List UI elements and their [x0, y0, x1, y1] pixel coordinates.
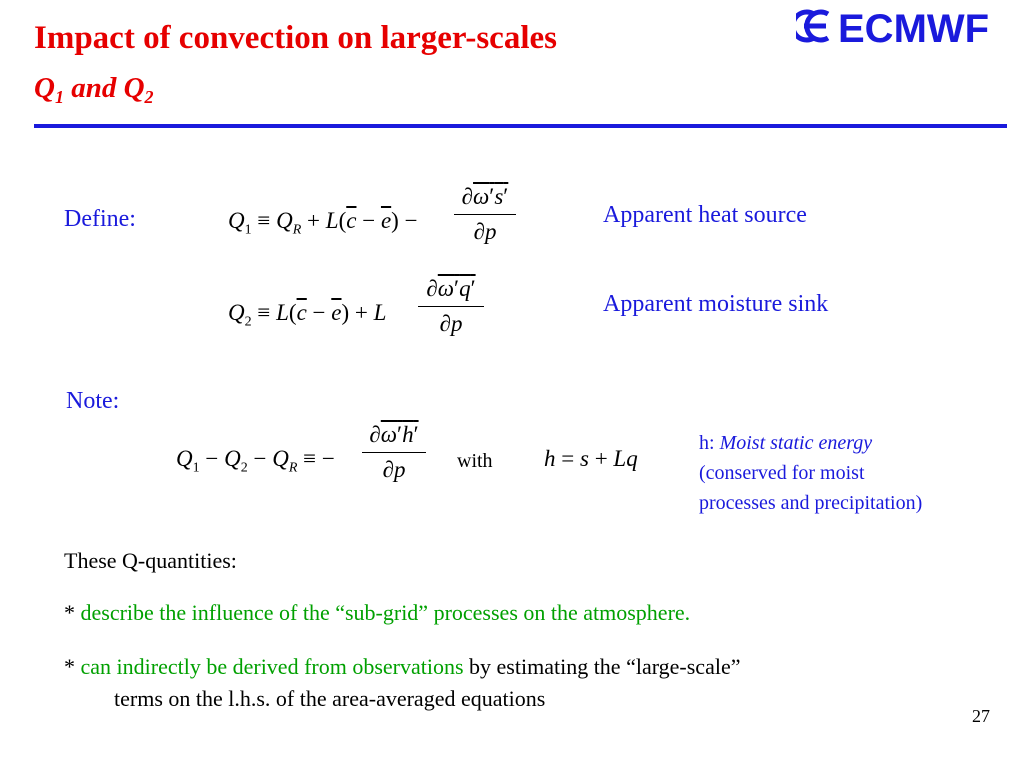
- note-label: Note:: [66, 388, 120, 414]
- with-text: with: [457, 450, 493, 472]
- define-label: Define:: [64, 206, 136, 232]
- bullet-2: * can indirectly be derived from observations by estimating the “large-scale” terms on the l.h.s. of the area-averaged equations: [64, 654, 741, 711]
- ecmwf-logo: [796, 4, 1020, 48]
- q2-description: Apparent moisture sink: [603, 291, 829, 317]
- note-equation: $Q_1 - Q_2 - Q_R$ ≡ −: [176, 446, 335, 476]
- slide-subtitle: $Q_1$ and $Q_2$: [34, 72, 154, 107]
- h-definition: h: Moist static energy (conserved for moist processes and precipitation): [699, 432, 923, 514]
- q2-fraction: ∂ω′q′ ∂p: [418, 276, 484, 337]
- slide-title: Impact of convection on larger-scales: [34, 20, 557, 56]
- q1-fraction: ∂ω′s′ ∂p: [454, 184, 516, 245]
- bullet-1: * describe the influence of the “sub-grid” processes on the atmosphere.: [64, 600, 691, 625]
- note-fraction: ∂ω′h′ ∂p: [362, 422, 426, 483]
- quantities-intro: These Q-quantities:: [64, 548, 237, 573]
- title-divider: [34, 124, 1007, 128]
- q1-description: Apparent heat source: [603, 202, 807, 228]
- q1-equation: $Q_1 \equiv Q_R + L(\overline{c} - \overline{e})$ −: [228, 208, 418, 238]
- h-equation: h = s + Lq: [544, 446, 638, 471]
- logo-text: ECMWF: [838, 7, 990, 48]
- page-number: 27: [972, 706, 990, 726]
- q2-equation: $Q_2 \equiv L(\overline{c} - \overline{e}) + L$: [228, 300, 387, 330]
